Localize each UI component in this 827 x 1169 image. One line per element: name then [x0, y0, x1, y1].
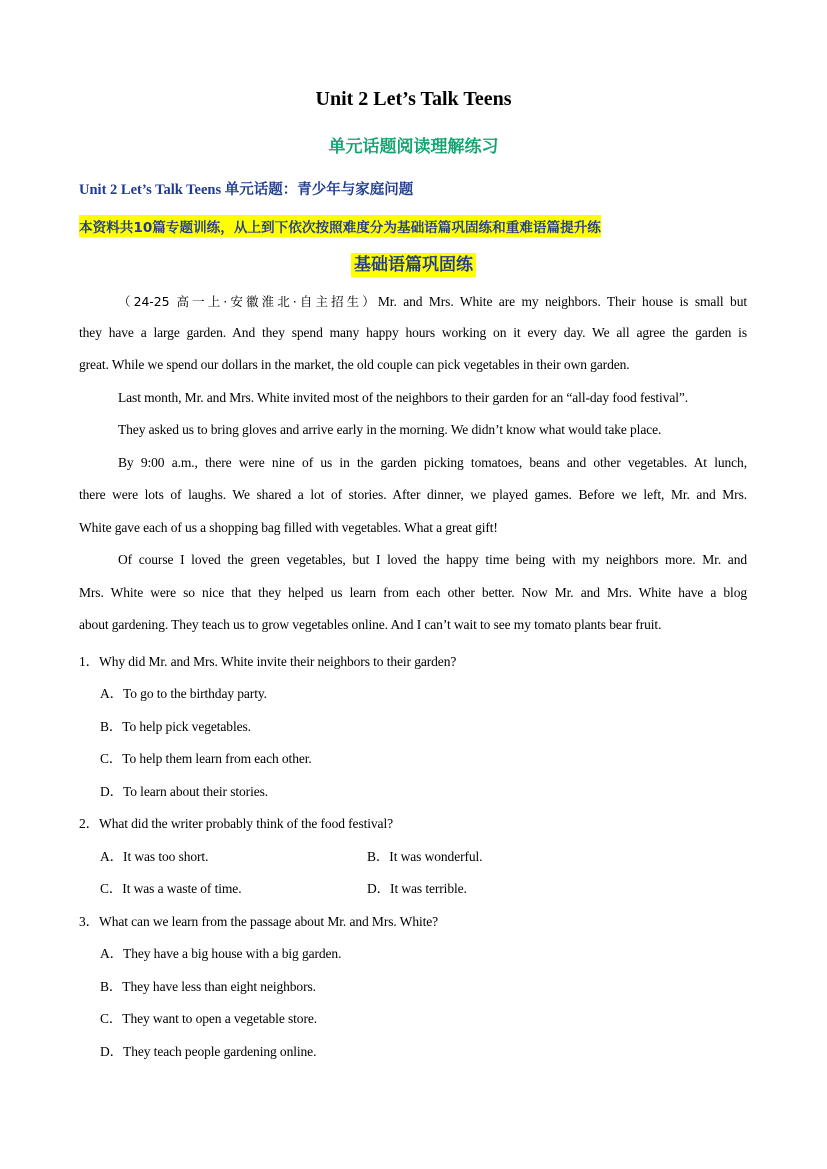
passage-source: （24-25 高一上·安徽淮北·自主招生）	[118, 294, 378, 309]
answer-option: A．It was too short.	[100, 849, 209, 864]
unit-topic	[79, 178, 413, 199]
answer-option: B．It was wonderful.	[367, 849, 483, 864]
passage-line: White gave each of us a shopping bag filled with vegetables. What a great gift!	[79, 520, 498, 535]
question-stem: 2．What did the writer probably think of the food festival?	[79, 816, 393, 831]
topic-chinese: 单元话题：青少年与家庭问题	[224, 181, 414, 198]
answer-option: C．They want to open a vegetable store.	[100, 1011, 318, 1026]
passage-line: They asked us to bring gloves and arrive early in the morning. We didn’t know what would take place.	[118, 422, 662, 437]
topic-english: Unit 2 Let’s Talk Teens	[79, 182, 225, 198]
answer-option: A．To go to the birthday party.	[100, 686, 267, 701]
passage-line: Of course I loved the green vegetables, but I loved the happy time being with my neighbors more. Mr. and	[118, 552, 747, 567]
section-heading	[0, 250, 827, 275]
passage-line: （24-25 高一上·安徽淮北·自主招生）Mr. and Mrs. White are my neighbors. Their house is small but	[118, 294, 747, 309]
passage-line: By 9:00 a.m., there were nine of us in the garden picking tomatoes, beans and other vegetables. At lunch,	[118, 455, 747, 470]
answer-option: D．To learn about their stories.	[100, 784, 269, 799]
answer-option: C．It was a waste of time.	[100, 881, 242, 896]
question-stem: 1．Why did Mr. and Mrs. White invite their neighbors to their garden?	[79, 654, 457, 669]
answer-option: D．They teach people gardening online.	[100, 1044, 317, 1059]
answer-option: C．To help them learn from each other.	[100, 751, 312, 766]
page-title: Unit 2 Let’s Talk Teens	[315, 88, 512, 110]
section-heading-label: 基础语篇巩固练	[351, 253, 476, 277]
answer-option: B．They have less than eight neighbors.	[100, 979, 316, 994]
passage-line: Last month, Mr. and Mrs. White invited most of the neighbors to their garden for an “all-day food festival”.	[118, 390, 689, 405]
passage-line: there were lots of laughs. We shared a lot of stories. After dinner, we played games. Before we left, Mr. and Mrs.	[79, 487, 747, 502]
answer-option: B．To help pick vegetables.	[100, 719, 251, 734]
passage-line: they have a large garden. And they spend many happy hours working on it every day. We all agree the garden is	[79, 325, 747, 340]
passage-line: about gardening. They teach us to grow vegetables online. And I can’t wait to see my tomato plants bear fruit.	[79, 617, 662, 632]
question-stem: 3．What can we learn from the passage about Mr. and Mrs. White?	[79, 914, 439, 929]
page-subtitle: 单元话题阅读理解练习	[328, 137, 499, 157]
passage-line: Mrs. White were so nice that they helped us learn from each other better. Now Mr. and Mrs. White have a blog	[79, 585, 747, 600]
passage-line: great. While we spend our dollars in the market, the old couple can pick vegetables in their own garden.	[79, 357, 630, 372]
highlighted-note: 本资料共10篇专题训练，从上到下依次按照难度分为基础语篇巩固练和重难语篇提升练	[79, 215, 601, 237]
answer-option: A．They have a big house with a big garden.	[100, 946, 342, 961]
answer-option: D．It was terrible.	[367, 881, 467, 896]
